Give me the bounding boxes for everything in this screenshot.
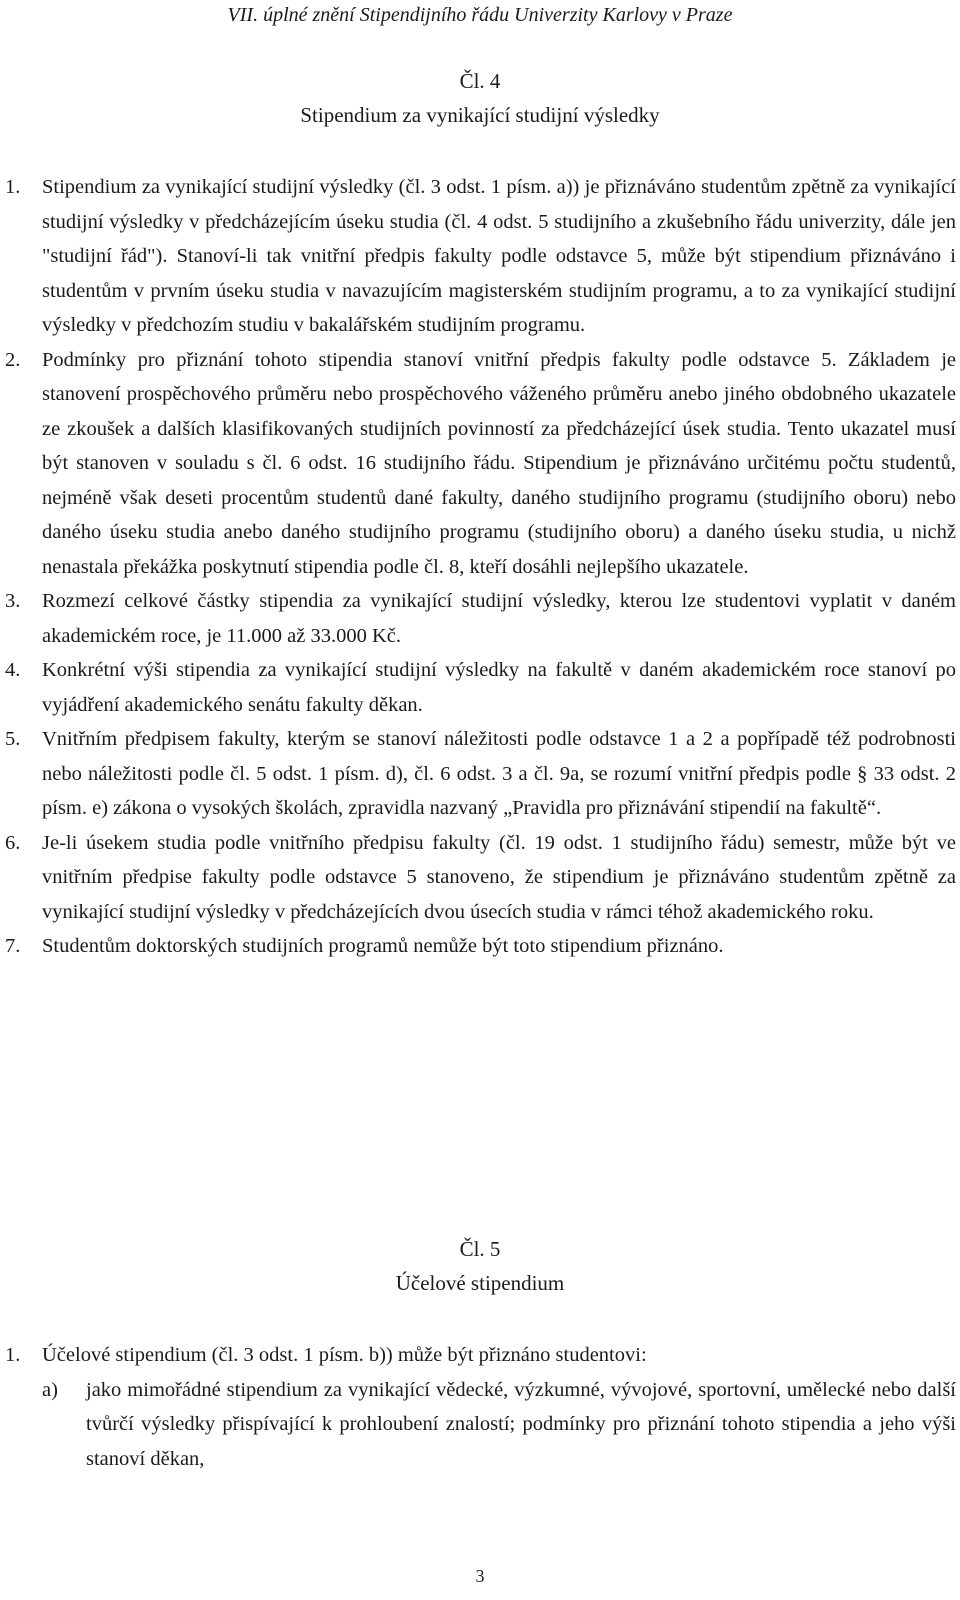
article-4-item-2 — [0, 343, 960, 585]
sub-item-text: jako mimořádné stipendium za vynikající vědecké, výzkumné, vývojové, sportovní, umělecké nebo další tvůrčí výsledky přispívající k prohloubení znalostí; podmínky pro přiznání tohoto stipendia a jeho výši stanoví děkan, — [86, 1378, 956, 1470]
article-4-number: Čl. 4 — [459, 69, 501, 93]
article-4-item-1 — [0, 170, 960, 343]
running-header: VII. úplné znění Stipendijního řádu Univerzity Karlovy v Praze — [227, 4, 733, 26]
article-4-item-4 — [0, 653, 960, 722]
item-text: Rozmezí celkové částky stipendia za vynikající studijní výsledky, kterou lze studentovi vyplatit v daném akademickém roce, je 11.000 až 33.000 Kč. — [42, 590, 956, 647]
item-number: 4. — [5, 659, 21, 681]
item-number: 1. — [5, 176, 21, 198]
article-5-item-1 — [0, 1338, 960, 1373]
item-text: Je-li úsekem studia podle vnitřního předpisu fakulty (čl. 19 odst. 1 studijního řádu) semestr, může být ve vnitřním předpise fakulty podle odstavce 5 stanoveno, že stipendium je přiznáváno studentům zpětně za vynikající studijní výsledky v předcházejících dvou úsecích studia v rámci téhož akademického roku. — [42, 831, 956, 923]
item-text: Konkrétní výši stipendia za vynikající studijní výsledky na fakultě v daném akademickém roce stanoví po vyjádření akademického senátu fakulty děkan. — [42, 659, 956, 716]
item-text: Stipendium za vynikající studijní výsledky (čl. 3 odst. 1 písm. a)) je přiznáváno studentům zpětně za vynikající studijní výsledky v předcházejícím úseku studia (čl. 4 odst. 5 studijního a zkušebního řádu univerzity, dále jen "studijní řád"). Stanoví-li tak vnitřní předpis fakulty podle odstavce 5, může být stipendium přiznáváno i studentům v prvním úseku studia v navazujícím magisterském studijním programu, a to za vynikající studijní výsledky v předchozím studiu v bakalářském studijním programu. — [42, 176, 956, 336]
article-5-title: Účelové stipendium — [395, 1271, 565, 1295]
article-4-item-3 — [0, 584, 960, 653]
sub-item-label: a) — [42, 1378, 58, 1401]
article-5-number: Čl. 5 — [459, 1237, 501, 1261]
article-4-item-6 — [0, 826, 960, 930]
item-number: 5. — [5, 728, 21, 750]
page-number: 3 — [475, 1566, 485, 1586]
article-4-body — [0, 170, 960, 964]
item-text: Studentům doktorských studijních programů nemůže být toto stipendium přiznáno. — [42, 935, 724, 957]
item-text: Účelové stipendium (čl. 3 odst. 1 písm. b)) může být přiznáno studentovi: — [42, 1344, 647, 1366]
item-number: 1. — [5, 1344, 21, 1366]
item-text: Podmínky pro přiznání tohoto stipendia stanoví vnitřní předpis fakulty podle odstavce 5. Základem je stanovení prospěchového průměru nebo prospěchového váženého průměru anebo jiného obdobného ukazatele ze zkoušek a dalších klasifikovaných studijních povinností za předcházející úsek studia. Tento ukazatel musí být stanoven v souladu s čl. 6 odst. 16 studijního řádu. Stipendium je přiznáváno určitému počtu studentů, nejméně však deseti procentům studentů dané fakulty, daného studijního programu (studijního oboru) nebo daného úseku studia anebo daného studijního programu (studijního oboru) a daného úseku studia, u nichž nenastala překážka poskytnutí stipendia podle čl. 8, kteří dosáhli nejlepšího ukazatele. — [42, 348, 956, 578]
article-4-item-5 — [0, 722, 960, 826]
item-number: 2. — [5, 348, 21, 371]
item-number: 3. — [5, 590, 21, 612]
article-4-title: Stipendium za vynikající studijní výsledky — [300, 103, 660, 127]
item-number: 7. — [5, 935, 21, 957]
article-5-body — [0, 1338, 960, 1476]
article-4-item-7 — [0, 929, 960, 964]
article-4-heading — [0, 64, 960, 132]
article-5-heading — [0, 1232, 960, 1300]
item-number: 6. — [5, 831, 21, 854]
article-5-item-1-a — [0, 1373, 960, 1477]
item-text: Vnitřním předpisem fakulty, kterým se stanoví náležitosti podle odstavce 1 a 2 a popřípadě též podrobnosti nebo náležitosti podle čl. 5 odst. 1 písm. d), čl. 6 odst. 3 a čl. 9a, se rozumí vnitřní předpis podle § 33 odst. 2 písm. e) zákona o vysokých školách, zpravidla nazvaný „Pravidla pro přiznávání stipendií na fakultě“. — [42, 728, 956, 819]
